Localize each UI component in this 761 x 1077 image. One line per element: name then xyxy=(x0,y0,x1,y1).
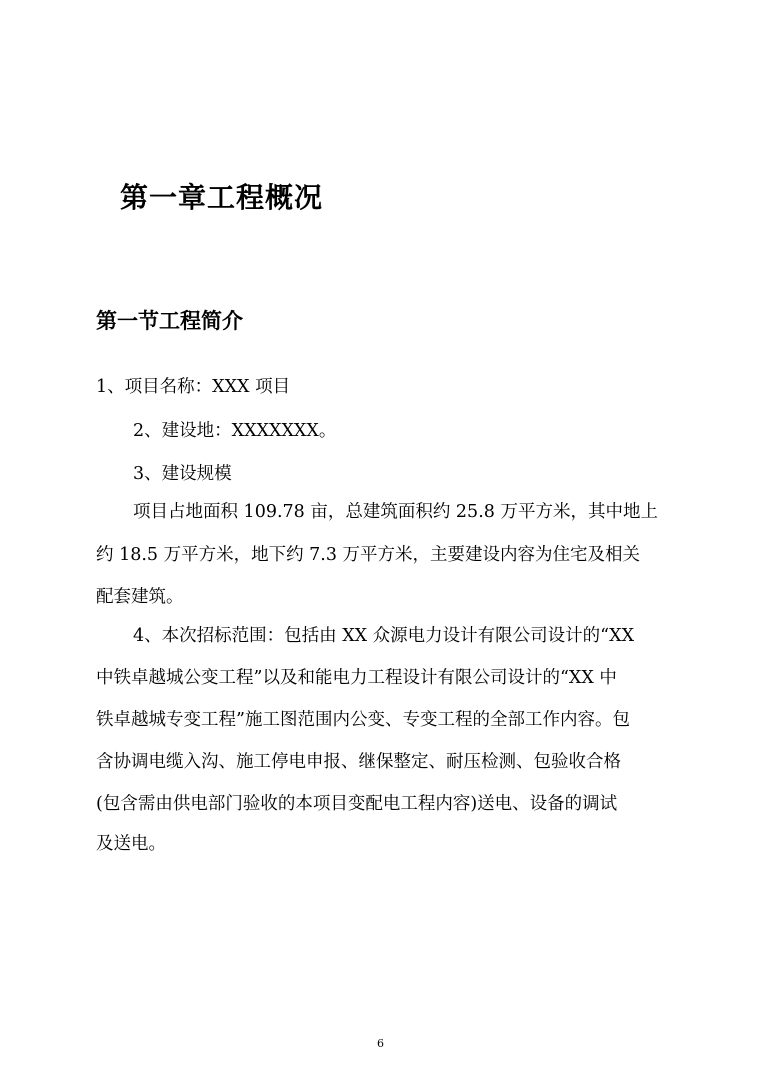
scale-paragraph-line: 约 18.5 万平方米，地下约 7.3 万平方米，主要建设内容为住宅及相关 xyxy=(96,545,641,565)
scale-paragraph-line: 配套建筑。 xyxy=(96,587,184,607)
scope-paragraph-line: 含协调电缆入沟、施工停电申报、继保整定、耐压检测、包验收合格 xyxy=(96,752,621,772)
chapter-title: 第一章工程概况 xyxy=(120,181,324,214)
scope-paragraph-line: 及送电。 xyxy=(96,834,166,854)
item-project-name: 1、项目名称：XXX 项目 xyxy=(96,377,291,397)
item-scale-heading: 3、建设规模 xyxy=(133,464,232,484)
scope-paragraph-line: 铁卓越城专变工程”施工图范围内公变、专变工程的全部工作内容。包 xyxy=(96,710,630,730)
page-number: 6 xyxy=(377,1037,384,1050)
section-title: 第一节工程简介 xyxy=(96,308,243,333)
scope-paragraph-line: (包含需由供电部门验收的本项目变配电工程内容)送电、设备的调试 xyxy=(96,794,618,814)
item-site: 2、建设地：XXXXXXX。 xyxy=(133,421,337,441)
scale-paragraph-line: 项目占地面积 109.78 亩，总建筑面积约 25.8 万平方米，其中地上 xyxy=(133,502,658,522)
scope-paragraph-line: 4、本次招标范围：包括由 XX 众源电力设计有限公司设计的“XX xyxy=(133,626,635,646)
scope-paragraph-line: 中铁卓越城公变工程”以及和能电力工程设计有限公司设计的“XX 中 xyxy=(96,668,617,688)
